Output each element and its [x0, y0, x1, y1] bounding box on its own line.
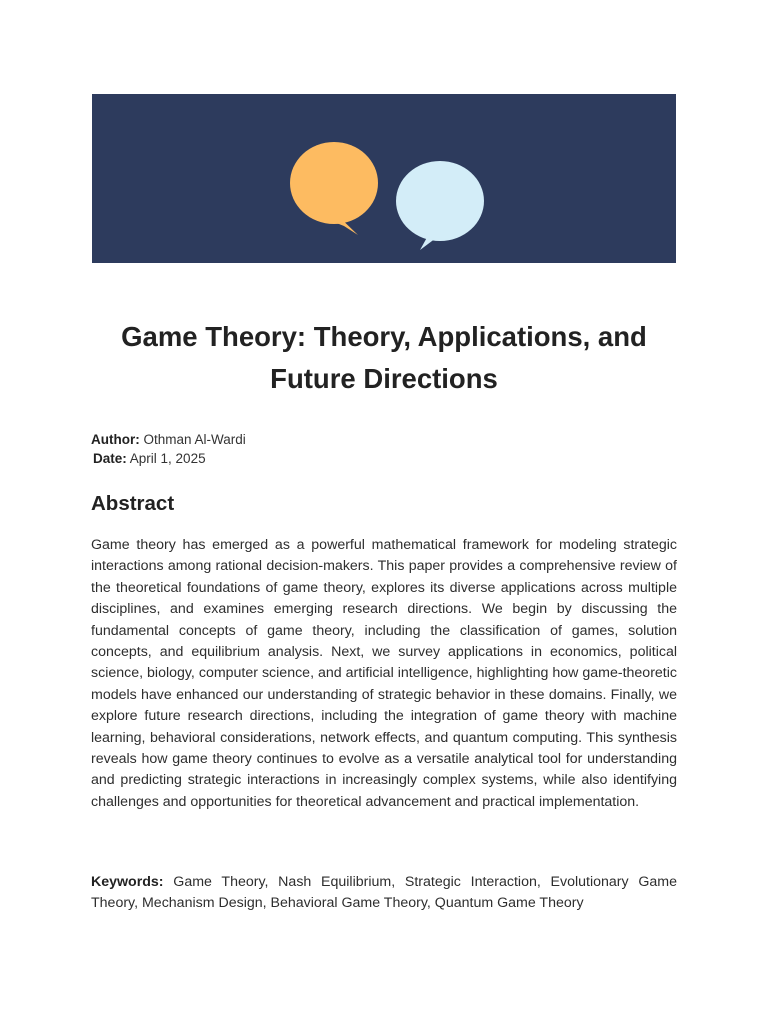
speech-bubble-blue-icon — [396, 161, 484, 250]
date-value: April 1, 2025 — [129, 451, 206, 466]
keywords-list: Game Theory, Nash Equilibrium, Strategic Interaction, Evolutionary Game Theory, Mechanism Design, Behavioral Game Theory, Quantum Game Theory — [91, 874, 677, 912]
paper-meta — [91, 430, 675, 468]
author-name: Othman Al-Wardi — [143, 432, 246, 447]
keywords-paragraph — [91, 872, 677, 915]
speech-bubbles-illustration — [92, 94, 676, 263]
author-line — [91, 430, 675, 449]
abstract-heading: Abstract — [91, 492, 175, 515]
header-banner-image — [92, 94, 676, 263]
speech-bubble-orange-icon — [290, 142, 378, 235]
author-label: Author: — [91, 432, 140, 447]
keywords-label: Keywords: — [91, 874, 164, 890]
date-line — [91, 449, 675, 468]
abstract-text: Game theory has emerged as a powerful mathematical framework for modeling strategic interactions among rational decision-makers. This paper provides a comprehensive review of the theoretical foundations of game theory, explores its diverse applications across multiple disciplines, and examines emerging research directions. We begin by discussing the fundamental concepts of game theory, including the classification of games, solution concepts, and equilibrium analysis. Next, we survey applications in economics, political science, biology, computer science, and artificial intelligence, highlighting how game-theoretic models have enhanced our understanding of strategic behavior in these domains. Finally, we explore future research directions, including the integration of game theory with machine learning, behavioral considerations, network effects, and quantum computing. This synthesis reveals how game theory continues to evolve as a versatile analytical tool for understanding and predicting strategic interactions in increasingly complex systems, while also identifying challenges and opportunities for theoretical advancement and practical implementation. — [91, 537, 677, 810]
date-label: Date: — [93, 451, 127, 466]
paper-title: Game Theory: Theory, Applications, and Future Directions — [121, 321, 647, 394]
